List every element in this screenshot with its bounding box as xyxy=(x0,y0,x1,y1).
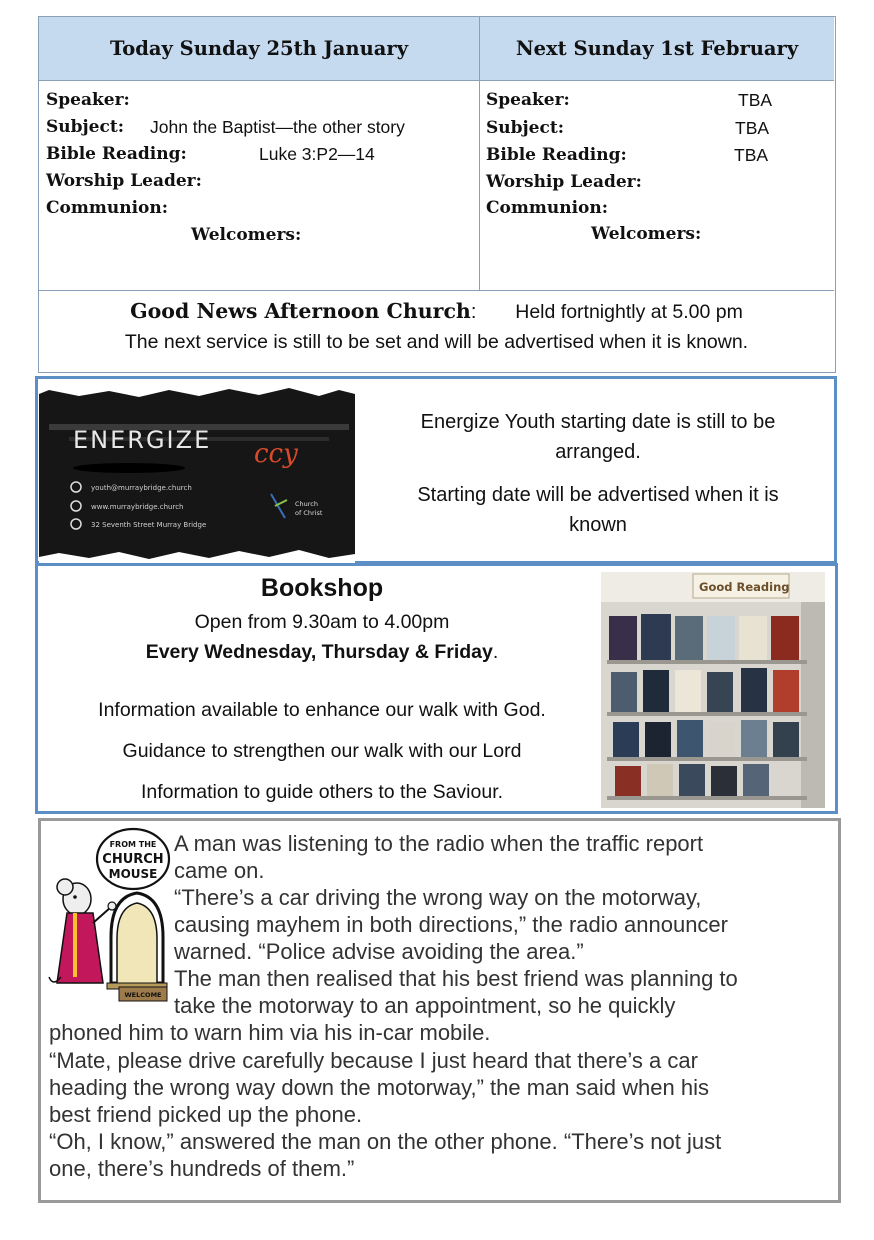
good-news-note: The next service is still to be set and will be advertised when it is known. xyxy=(124,331,749,353)
bookshop-days: Every Wednesday, Thursday & Friday xyxy=(145,641,493,663)
joke-line-10: best friend picked up the phone. xyxy=(49,1102,363,1127)
joke-line-12: one, there’s hundreds of them.” xyxy=(49,1156,355,1181)
today-worship-label: Worship Leader: xyxy=(46,171,202,191)
bookshop-section xyxy=(35,563,838,814)
today-communion-label: Communion: xyxy=(46,198,168,218)
bookshelf-photo xyxy=(601,572,825,808)
good-news-colon: : xyxy=(470,301,477,323)
bookshop-hours: Open from 9.30am to 4.00pm xyxy=(194,611,450,633)
next-bible-label: Bible Reading: xyxy=(486,145,627,165)
joke-line-0: A man was listening to the radio when the traffic report xyxy=(174,831,704,856)
today-column xyxy=(39,81,480,290)
joke-line-11: “Oh, I know,” answered the man on the other phone. “There’s not just xyxy=(49,1129,722,1154)
energize-line2b: known xyxy=(569,514,627,536)
energize-address: 32 Seventh Street Murray Bridge xyxy=(91,521,207,529)
energize-flyer-graphic xyxy=(39,382,355,563)
joke-line-7: phoned him to warn him via his in-car mobile. xyxy=(49,1020,491,1045)
church-label-2: of Christ xyxy=(295,509,323,517)
bookshop-info2: Guidance to strengthen our walk with our Lord xyxy=(122,740,522,762)
next-worship-label: Worship Leader: xyxy=(486,172,642,192)
good-news-section xyxy=(39,290,834,372)
service-table xyxy=(38,16,836,373)
next-communion-label: Communion: xyxy=(486,198,608,218)
welcome-mat-text: WELCOME xyxy=(124,991,162,999)
next-header: Next Sunday 1st February xyxy=(480,17,834,81)
church-label-1: Church xyxy=(295,500,319,508)
energize-logo-word: ENERGIZE xyxy=(73,426,212,454)
energize-flyer-image xyxy=(39,382,355,563)
next-column xyxy=(480,81,834,290)
next-welcomers-label: Welcomers: xyxy=(591,224,702,244)
good-news-heading xyxy=(39,299,834,324)
good-news-held: Held fortnightly at 5.00 pm xyxy=(515,301,743,323)
today-subject-label: Subject: xyxy=(46,117,124,137)
next-speaker-label: Speaker: xyxy=(486,90,570,110)
today-welcomers-label: Welcomers: xyxy=(191,225,302,245)
energize-line1a: Energize Youth starting date is still to be xyxy=(420,411,776,433)
next-bible-value: TBA xyxy=(734,145,769,165)
bookshop-days-period: . xyxy=(492,641,499,663)
joke-line-1: came on. xyxy=(174,858,265,883)
next-subject-label: Subject: xyxy=(486,118,564,138)
bookshop-info3: Information to guide others to the Saviour. xyxy=(140,781,504,803)
badge-line1: FROM THE xyxy=(109,840,157,849)
joke-line-6: take the motorway to an appointment, so he quickly xyxy=(174,993,676,1018)
today-bible-value: Luke 3:P2—14 xyxy=(259,144,375,164)
bookshop-title: Bookshop xyxy=(260,574,384,602)
church-mouse-cartoon xyxy=(45,827,173,1005)
today-subject-value: John the Baptist—the other story xyxy=(150,117,405,137)
today-speaker-label: Speaker: xyxy=(46,90,130,110)
energize-email: youth@murraybridge.church xyxy=(91,484,192,492)
joke-line-3: causing mayhem in both directions,” the radio announcer xyxy=(174,912,728,937)
energize-logo-sub: ccy xyxy=(254,439,298,469)
energize-section xyxy=(35,376,837,564)
today-header: Today Sunday 25th January xyxy=(39,17,480,81)
next-subject-value: TBA xyxy=(735,118,770,138)
bookshop-days-line xyxy=(38,641,606,664)
joke-line-2: “There’s a car driving the wrong way on the motorway, xyxy=(174,885,702,910)
bookshop-info1: Information available to enhance our walk with God. xyxy=(98,699,546,721)
good-news-title: Good News Afternoon Church xyxy=(130,299,471,323)
joke-line-9: heading the wrong way down the motorway,” the man said when his xyxy=(49,1075,709,1100)
joke-line-8: “Mate, please drive carefully because I just heard that there’s a car xyxy=(49,1048,698,1073)
joke-line-5: The man then realised that his best friend was planning to xyxy=(174,966,738,991)
joke-line-4: warned. “Police advise avoiding the area.” xyxy=(174,939,584,964)
energize-line2a: Starting date will be advertised when it is xyxy=(417,484,779,506)
badge-line3: MOUSE xyxy=(108,867,158,881)
bookshelf-sign: Good Reading xyxy=(699,580,790,594)
energize-website: www.murraybridge.church xyxy=(91,503,184,511)
church-mouse-graphic xyxy=(45,827,173,1005)
badge-line2: CHURCH xyxy=(102,852,164,867)
energize-line1b: arranged. xyxy=(555,441,641,463)
church-mouse-section xyxy=(38,818,841,1203)
next-speaker-value: TBA xyxy=(738,90,773,110)
today-bible-label: Bible Reading: xyxy=(46,144,187,164)
bookshelf-graphic xyxy=(601,572,825,808)
mouse-figure-icon xyxy=(49,879,116,983)
